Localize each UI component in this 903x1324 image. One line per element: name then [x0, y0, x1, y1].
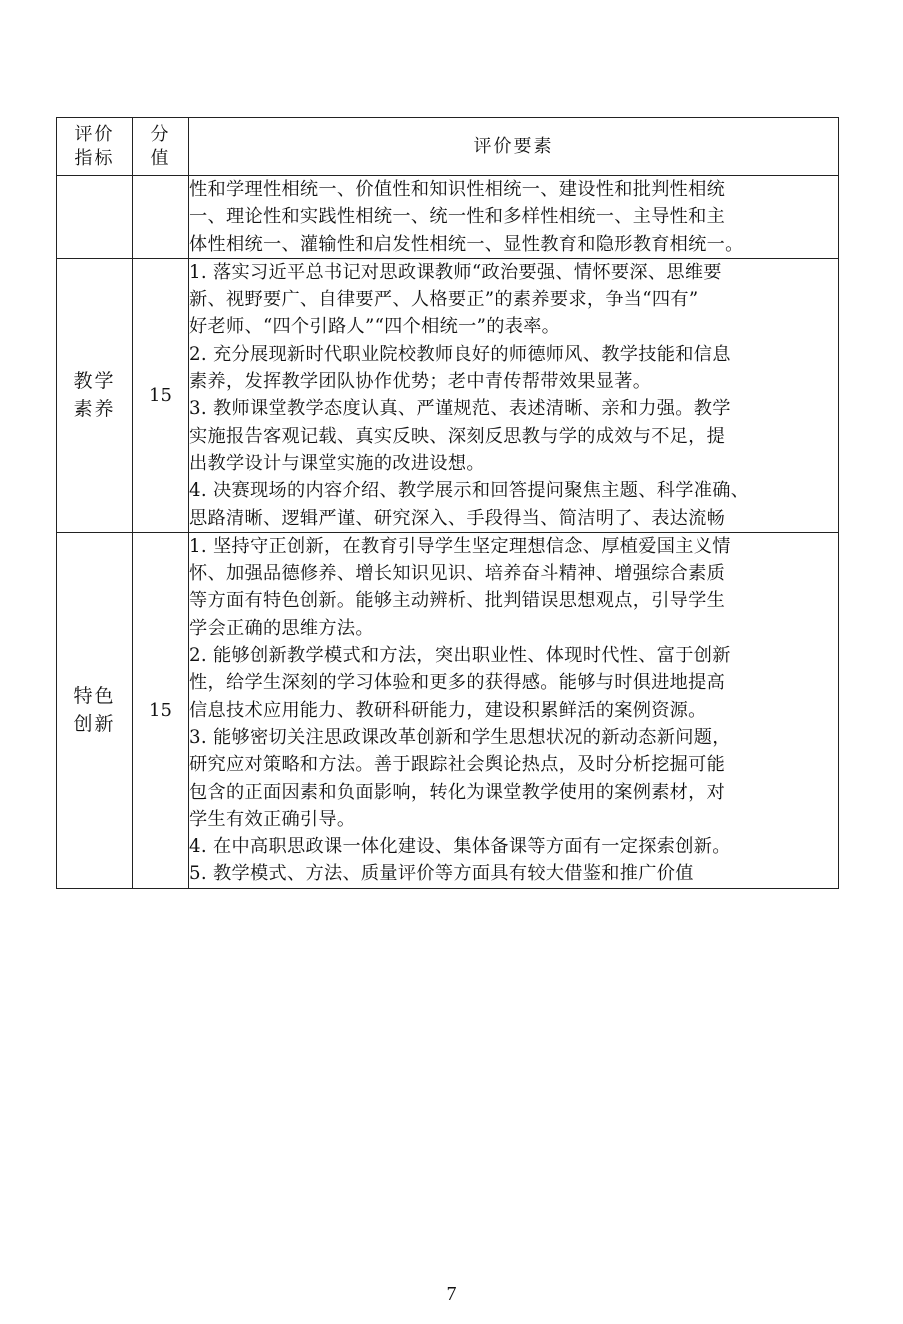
requirement-line: 等方面有特色创新。能够主动辨析、批判错误思想观点，引导学生: [189, 590, 726, 612]
requirement-line: 信息技术应用能力、教研科研能力，建设积累鲜活的案例资源。: [189, 699, 707, 721]
indicator-line-1: 特色: [73, 685, 116, 708]
header-indicator: [57, 118, 133, 176]
page-number: 7: [446, 1283, 457, 1305]
requirement-line: 研究应对策略和方法。善于跟踪社会舆论热点，及时分析挖掘可能: [189, 754, 726, 776]
evaluation-table: [56, 117, 839, 889]
requirement-line: 3. 能够密切关注思政课改革创新和学生思想状况的新动态新问题，: [189, 726, 731, 748]
requirements-cell: [189, 258, 839, 532]
indicator-cell: [57, 258, 133, 532]
requirement-line: 学生有效正确引导。: [189, 808, 356, 830]
score-cell: 15: [133, 258, 189, 532]
requirements-cell: [189, 532, 839, 888]
requirement-line: 1. 落实习近平总书记对思政课教师“政治要强、情怀要深、思维要: [189, 261, 722, 283]
score-cell: [133, 176, 189, 259]
requirement-line: 一、理论性和实践性相统一、统一性和多样性相统一、主导性和主: [189, 206, 726, 228]
indicator-line-1: 教学: [73, 370, 116, 393]
requirements-cell: [189, 176, 839, 259]
header-indicator-line-2: 指标: [74, 147, 115, 169]
requirement-line: 怀、加强品德修养、增长知识见识、培养奋斗精神、增强综合素质: [189, 563, 726, 585]
requirement-line: 2. 充分展现新时代职业院校教师良好的师德师风、教学技能和信息: [189, 343, 731, 365]
requirement-line: 3. 教师课堂教学态度认真、严谨规范、表述清晰、亲和力强。教学: [189, 398, 731, 420]
table-row-continued: [57, 176, 839, 259]
header-score: [133, 118, 189, 176]
requirement-line: 5. 教学模式、方法、质量评价等方面具有较大借鉴和推广价值: [189, 863, 694, 885]
header-indicator-line-1: 评价: [74, 123, 115, 145]
requirement-line: 好老师、“四个引路人”“四个相统一”的表率。: [189, 316, 561, 338]
table-row-innovation: [57, 532, 839, 888]
header-score-line-1: 分: [150, 123, 171, 145]
header-row: [57, 118, 839, 176]
header-score-line-2: 值: [150, 147, 171, 169]
requirement-line: 1. 坚持守正创新，在教育引导学生坚定理想信念、厚植爱国主义情: [189, 535, 731, 557]
requirement-line: 4. 在中高职思政课一体化建设、集体备课等方面有一定探索创新。: [189, 836, 731, 858]
requirement-line: 素养，发挥教学团队协作优势；老中青传帮带效果显著。: [189, 371, 652, 393]
indicator-line-2: 素养: [73, 398, 116, 421]
requirement-line: 思路清晰、逻辑严谨、研究深入、手段得当、简洁明了、表达流畅: [189, 507, 726, 529]
requirement-line: 4. 决赛现场的内容介绍、教学展示和回答提问聚焦主题、科学准确、: [189, 480, 750, 502]
requirement-line: 出教学设计与课堂实施的改进设想。: [189, 452, 485, 474]
requirement-line: 性和学理性相统一、价值性和知识性相统一、建设性和批判性相统: [189, 179, 726, 200]
score-cell: 15: [133, 532, 189, 888]
indicator-cell: [57, 532, 133, 888]
requirement-line: 体性相统一、灌输性和启发性相统一、显性教育和隐形教育相统一。: [189, 233, 744, 255]
requirement-line: 实施报告客观记载、真实反映、深刻反思教与学的成效与不足，提: [189, 425, 726, 447]
requirement-line: 2. 能够创新教学模式和方法，突出职业性、体现时代性、富于创新: [189, 645, 731, 667]
requirement-line: 包含的正面因素和负面影响，转化为课堂教学使用的案例素材，对: [189, 781, 726, 803]
indicator-cell: [57, 176, 133, 259]
requirement-line: 性，给学生深刻的学习体验和更多的获得感。能够与时俱进地提高: [189, 672, 726, 694]
requirement-line: 学会正确的思维方法。: [189, 617, 374, 639]
table-row-teaching-literacy: [57, 258, 839, 532]
requirement-line: 新、视野要广、自律要严、人格要正”的素养要求，争当“四有”: [189, 289, 699, 311]
header-elements: 评价要素: [189, 118, 839, 176]
indicator-line-2: 创新: [73, 713, 116, 736]
